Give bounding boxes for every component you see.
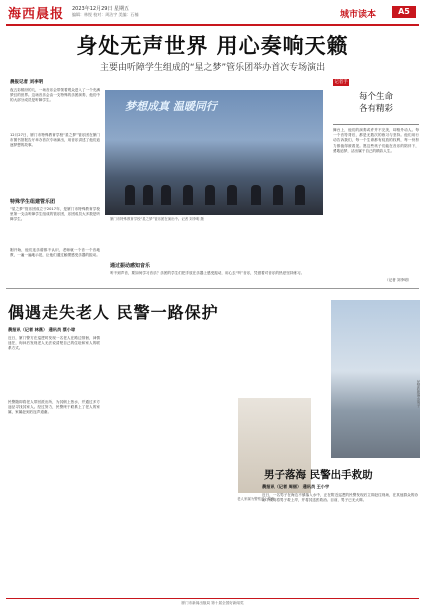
photo-caption: 厦门市特殊教育学校“星之梦”管乐团在演出中。记者 刘李明 摄 xyxy=(110,217,204,221)
story2-headline: 偶遇走失老人 民警一路保护 xyxy=(8,303,219,322)
lead-paragraph: 12月27日，厦门市特殊教育学校“星之梦”管乐团在厦门市图书馆报告厅举办首次专场演出，用音乐讲述了他们追逐梦想的故事。 xyxy=(10,133,100,148)
story2-paragraph: 民警随即将老人带回派出所，为其倒上热水，并通过多方途径寻找其家人。经过努力，民警终于联系上了老人的家属，家属赶到后连声道谢。 xyxy=(8,400,100,415)
story2-byline: 晨报讯（记者 林燕） 通讯员 蔡小琼 xyxy=(8,327,76,332)
sidebar-byline: （记者 刘李明） xyxy=(385,278,412,282)
sidebar-rule xyxy=(333,124,419,125)
sidebar-title-wrap xyxy=(333,91,419,115)
rescue-photo-caption: 民警救助落水男子 xyxy=(416,380,420,408)
lead-byline: 晨报记者 刘李明 xyxy=(10,80,44,85)
masthead-rule xyxy=(6,24,419,26)
lead-paragraph: 夜五彩缤纷的几，一场音乐会带领着观众进入了一个充满梦幻的世界。这场音乐会由一支特殊的乐团演奏，他们中的大部分成员是听障学生。 xyxy=(10,88,100,103)
sidebar-title: 每个生命 各有精彩 xyxy=(358,92,393,114)
footer-rule xyxy=(6,598,419,599)
lead-subheadline: 主要由听障学生组成的“星之梦”管乐团举办首次专场演出 xyxy=(99,63,326,73)
lead-subsection-title: 通过振动感知音乐 xyxy=(110,263,151,269)
lead-headline: 身处无声世界 用心奏响天籁 xyxy=(76,34,349,58)
story3-paragraph: 近日，一名男子在海边不慎落入水中，正在附近巡逻的民警发现后立即赶往现场，在其他群众的协助下成功将男子救上岸，并将其送医救治。目前，男子已无大碍。 xyxy=(262,493,418,503)
rescue-photo xyxy=(331,300,420,458)
story2-paragraph: 近日，厦门警方在巡逻时发现一名老人在路边徘徊，神情迷茫，询问后发现老人无法说清楚自己的住址和家人的联系方式。 xyxy=(8,336,100,351)
reporter-notes-tag: 记者手记 xyxy=(334,80,348,92)
footer-text: 厦门市新闻出版局 第十届全国好新闻奖 xyxy=(181,601,244,605)
story3-headline: 男子落海 民警出手救助 xyxy=(264,469,373,481)
sidebar-text: 舞台上，他们的演奏或许并不完美，却格外动人。每一个音符背后，都是无数次的练习与坚持。他们用行动告诉我们，每一个生命都有绽放的权利，每一份努力都值得被看见。愿这些孩子们能在音乐的陪伴下，勇敢追梦，活出属于自己的精彩人生。 xyxy=(333,128,419,153)
issue-date: 2023年12月29日 星期五 xyxy=(72,6,130,12)
lead-paragraph: 听不到声音，要如何学习音乐？乐团的学生们把手放在乐器上感受振动，用心去“听”音乐，凭借着对音乐的热爱坚持练习。 xyxy=(110,271,305,275)
concert-photo xyxy=(105,90,323,215)
family-photo-caption: 老人家属为警察送上锦旗。 xyxy=(237,497,278,501)
story3-byline: 晨报讯（记者 周丽） 通讯员 王小宇 xyxy=(262,484,330,489)
lead-subsection-title: 特殊学生组建管乐团 xyxy=(10,199,56,205)
photo-banner-text: 梦想成真 温暖同行 xyxy=(125,100,217,113)
edition-info: 编辑：林悦 校对：周洁宇 美编：石楠 xyxy=(72,12,139,17)
masthead xyxy=(0,0,425,26)
lead-paragraph: 刚开始，他们连乐谱都不认识，老师就一个音一个音地教，一遍一遍地示范，让他们通过触摸感受乐器的振动。 xyxy=(10,248,100,258)
lead-paragraph: “星之梦”管乐团成立于2017年，是厦门市特殊教育学校里第一支由听障学生组成的管乐团，乐团成员大多数是听障学生。 xyxy=(10,207,100,222)
section-divider xyxy=(6,288,419,289)
section-title: 城市读本 xyxy=(340,10,377,20)
newspaper-logo: 海西晨报 xyxy=(8,7,65,22)
page-number-badge: A5 xyxy=(392,6,416,18)
